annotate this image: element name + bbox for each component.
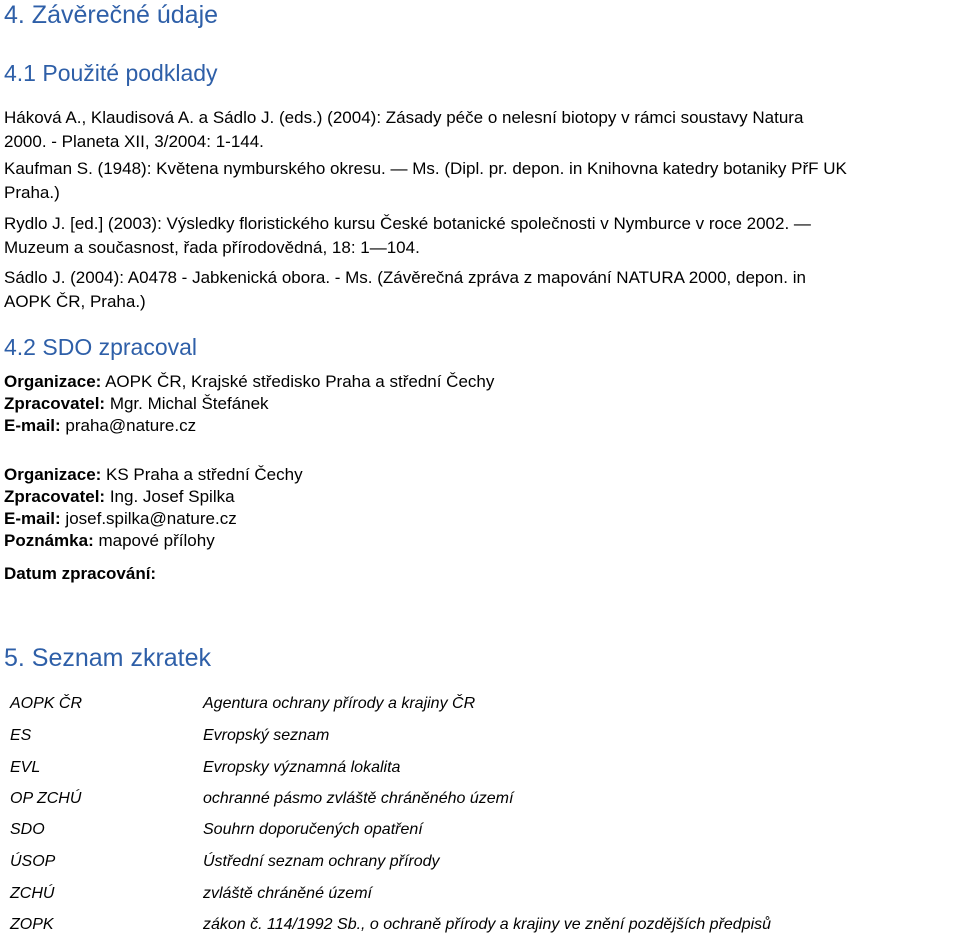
email-label: E-mail: xyxy=(4,416,61,435)
organization-value: KS Praha a střední Čechy xyxy=(101,465,303,484)
abbreviation-meaning: Ústřední seznam ochrany přírody xyxy=(203,853,440,870)
abbreviation: ÚSOP xyxy=(10,853,56,870)
section-4-heading: 4. Závěrečné údaje xyxy=(4,1,219,29)
organization-label: Organizace: xyxy=(4,465,102,484)
note-line xyxy=(4,530,215,552)
processor-line xyxy=(4,393,269,415)
organization-value: AOPK ČR, Krajské středisko Praha a střední Čechy xyxy=(101,372,495,391)
reference-line: Praha.) xyxy=(4,183,60,202)
reference-line: Muzeum a současnost, řada přírodovědná, 18: 1—104. xyxy=(4,238,420,257)
abbreviation-meaning: Evropsky významná lokalita xyxy=(203,759,401,776)
abbreviation-meaning: ochranné pásmo zvláště chráněného území xyxy=(203,790,514,807)
date-line xyxy=(4,563,156,585)
abbreviation: AOPK ČR xyxy=(10,695,83,712)
processor-label: Zpracovatel: xyxy=(4,394,106,413)
abbreviation: ES xyxy=(10,727,32,744)
reference-item xyxy=(4,212,959,260)
email-label: E-mail: xyxy=(4,509,61,528)
reference-line: Kaufman S. (1948): Květena nymburského okresu. — Ms. (Dipl. pr. depon. in Knihovna katedry botaniky PřF UK xyxy=(4,159,847,178)
section-4-1-heading: 4.1 Použité podklady xyxy=(4,60,218,86)
organization-line xyxy=(4,464,303,486)
processor-value: Mgr. Michal Štefánek xyxy=(105,394,269,413)
processor-line xyxy=(4,486,235,508)
section-4-2-heading: 4.2 SDO zpracoval xyxy=(4,334,198,360)
abbreviation: ZCHÚ xyxy=(10,885,55,902)
email-value: josef.spilka@nature.cz xyxy=(60,509,237,528)
abbreviation: ZOPK xyxy=(10,916,54,933)
note-value: mapové přílohy xyxy=(93,531,215,550)
processor-label: Zpracovatel: xyxy=(4,487,106,506)
abbreviation-meaning: Evropský seznam xyxy=(203,727,330,744)
reference-line: 2000. - Planeta XII, 3/2004: 1-144. xyxy=(4,132,264,151)
email-value: praha@nature.cz xyxy=(60,416,197,435)
reference-line: Sádlo J. (2004): A0478 - Jabkenická obora. - Ms. (Závěrečná zpráva z mapování NATURA 2000, depon. in xyxy=(4,268,806,287)
email-line xyxy=(4,415,196,437)
reference-line: AOPK ČR, Praha.) xyxy=(4,292,146,311)
reference-line: Háková A., Klaudisová A. a Sádlo J. (eds.) (2004): Zásady péče o nelesní biotopy v rámci soustavy Natura xyxy=(4,108,804,127)
note-label: Poznámka: xyxy=(4,531,94,550)
email-line xyxy=(4,508,237,530)
date-label: Datum zpracování: xyxy=(4,564,157,583)
reference-line: Rydlo J. [ed.] (2003): Výsledky floristického kursu České botanické společnosti v Nymburce v roce 2002. — xyxy=(4,214,811,233)
processor-value: Ing. Josef Spilka xyxy=(105,487,235,506)
abbreviation: SDO xyxy=(10,821,45,838)
organization-line xyxy=(4,371,494,393)
section-5-heading: 5. Seznam zkratek xyxy=(4,644,212,672)
abbreviation: EVL xyxy=(10,759,41,776)
abbreviation-meaning: Agentura ochrany přírody a krajiny ČR xyxy=(203,695,476,712)
organization-label: Organizace: xyxy=(4,372,102,391)
reference-item xyxy=(4,266,959,314)
reference-item xyxy=(4,157,959,205)
abbreviation-meaning: zákon č. 114/1992 Sb., o ochraně přírody a krajiny ve znění pozdějších předpisů xyxy=(203,916,772,933)
abbreviation-meaning: Souhrn doporučených opatření xyxy=(203,821,423,838)
abbreviation-meaning: zvláště chráněné území xyxy=(203,885,372,902)
reference-item xyxy=(4,106,959,154)
abbreviation: OP ZCHÚ xyxy=(10,790,82,807)
